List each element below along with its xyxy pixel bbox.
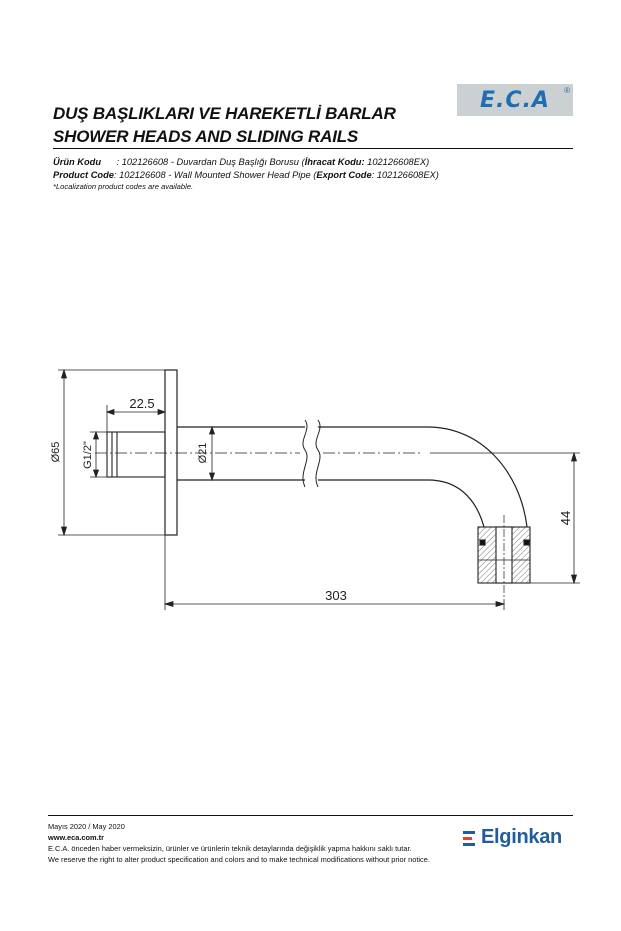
dim-thread-length-label: 22.5 (129, 396, 155, 411)
export-code-tr-label: İhracat Kodu: (304, 157, 365, 167)
dim-thread-label: G1/2" (82, 441, 94, 469)
product-code-en-label: Product Code (53, 169, 114, 180)
outlet-nut (478, 515, 530, 600)
export-code-en-value: : 102126608EX) (371, 169, 439, 180)
dim-pipe-diameter-label: Ø21 (197, 442, 209, 464)
footer (48, 821, 430, 865)
elginkan-name: Elginkan (481, 826, 562, 848)
footer-date: Mayıs 2020 / May 2020 (48, 822, 125, 831)
title-turkish: DUŞ BAŞLIKLARI VE HAREKETLİ BARLAR (53, 104, 396, 123)
threaded-nipple (107, 432, 165, 477)
footer-divider (48, 815, 573, 816)
eca-logo-text: E.C.A (480, 88, 550, 113)
elginkan-bars-icon (463, 829, 477, 847)
footer-website[interactable]: www.eca.com.tr (48, 833, 104, 842)
wall-flange (165, 370, 177, 535)
footer-disclaimer-en: We reserve the right to alter product specification and colors and to make technical modifications without prior notice. (48, 855, 430, 864)
product-code-en-value: : 102126608 - Wall Mounted Shower Head Pipe ( (113, 169, 317, 180)
dim-length-label: 303 (325, 588, 347, 603)
product-code-tr-value: : 102126608 - Duvardan Duş Başlığı Borusu ( (116, 157, 305, 167)
product-code-tr-label: Ürün Kodu (53, 157, 102, 167)
title-english: SHOWER HEADS AND SLIDING RAILS (53, 127, 359, 146)
dim-flange-diameter-label: Ø65 (50, 441, 62, 463)
dim-pipe-diameter (210, 427, 215, 480)
registered-mark: ® (564, 86, 570, 95)
pipe-body (177, 420, 527, 527)
dim-drop-label: 44 (558, 510, 573, 526)
export-code-en-label: Export Code (316, 169, 372, 180)
export-code-tr-value: 102126608EX) (364, 157, 430, 167)
footer-disclaimer-tr: E.C.A. önceden haber vermeksizin, ürünler ve ürünlerin teknik detaylarında değişiklik yapma hakkını saklı tutar. (48, 844, 412, 853)
elginkan-logo (463, 826, 562, 849)
localization-note: *Localization product codes are available. (53, 182, 194, 191)
